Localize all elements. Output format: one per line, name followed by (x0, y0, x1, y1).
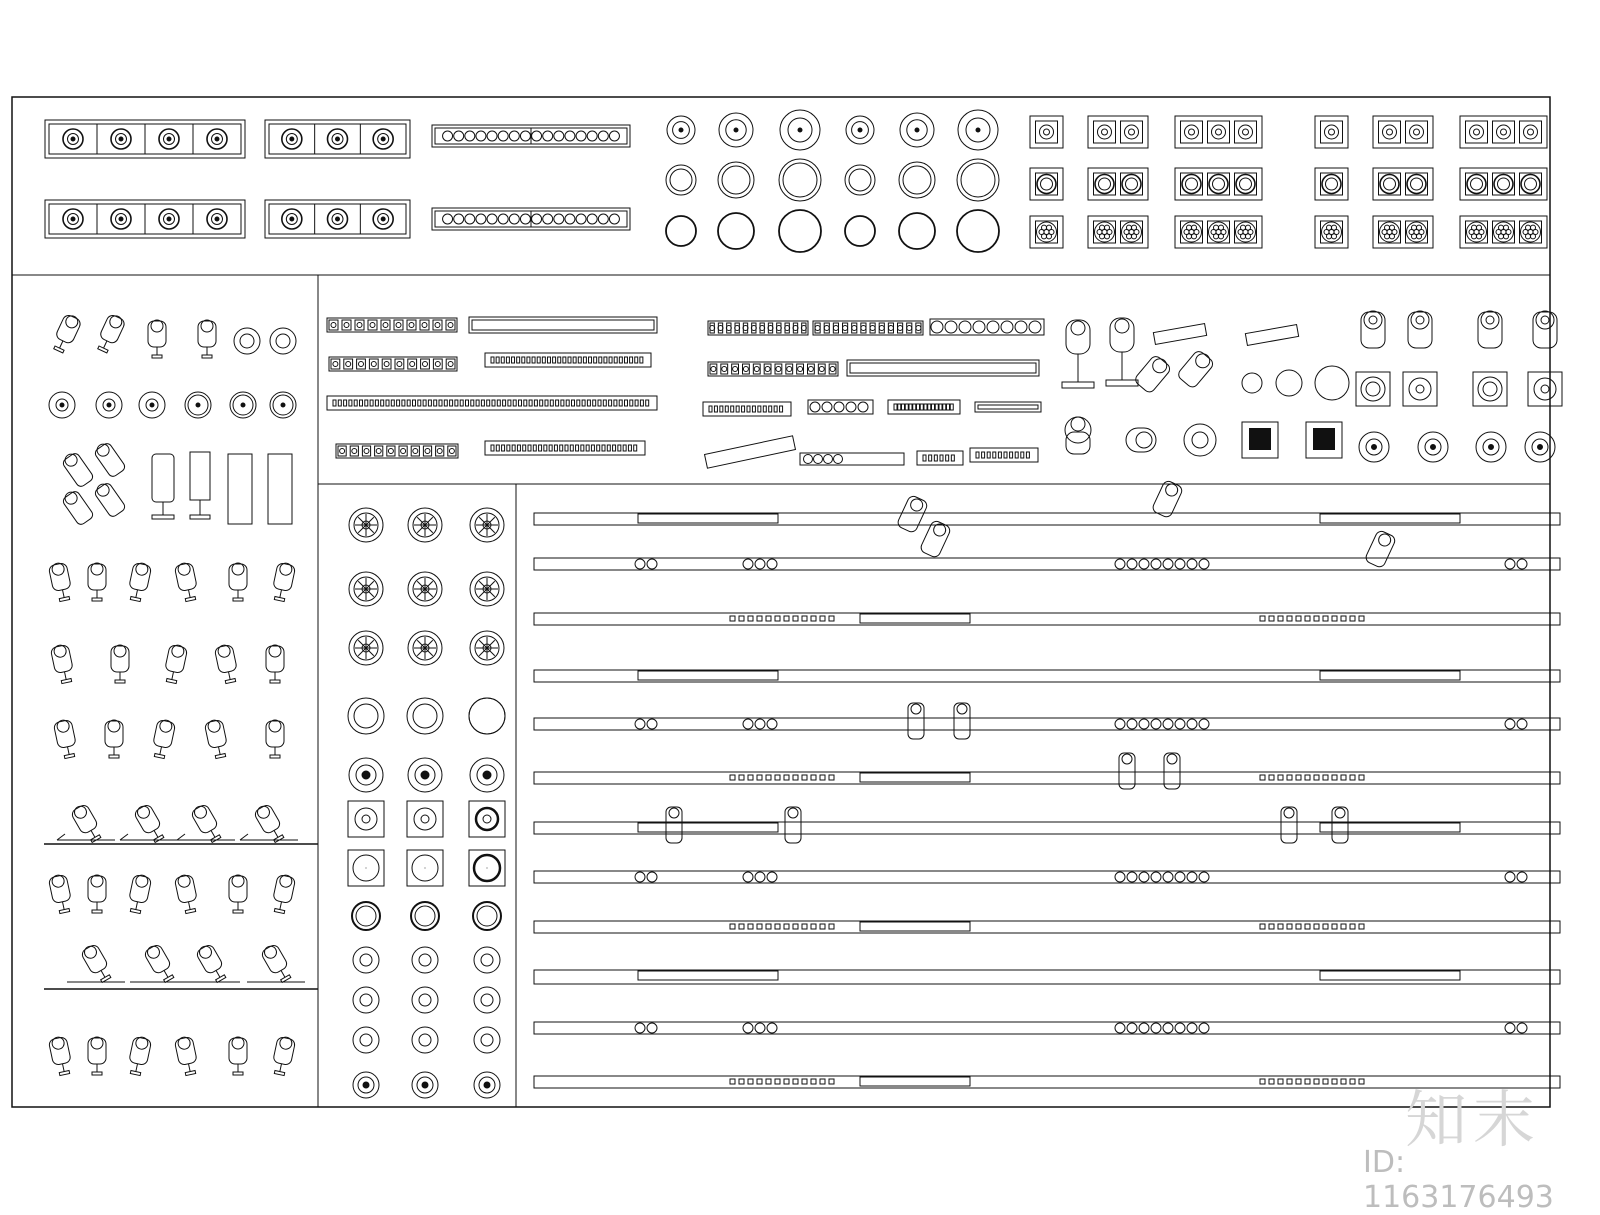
ring-bar-light (808, 400, 873, 414)
spotlight (148, 320, 166, 358)
square-grille-downlight (1030, 216, 1063, 248)
spotlight (105, 720, 123, 758)
round-downlight (718, 213, 754, 249)
linear-magnetic-light (336, 444, 458, 458)
round-downlight (957, 159, 999, 201)
track-cylinder-spotlight (908, 703, 924, 739)
round-downlight (353, 1027, 379, 1053)
grille-light-4 (45, 120, 245, 158)
linear-magnetic-light (708, 321, 808, 335)
spotlight (162, 643, 188, 684)
track-spotlight (1364, 529, 1396, 568)
linear-dot-light (432, 208, 630, 230)
angled-linear-light (705, 436, 796, 468)
square-grille-downlight (1373, 168, 1433, 200)
magnetic-track (534, 970, 1560, 984)
square-grille-downlight (1088, 168, 1148, 200)
square-downlight (469, 850, 505, 886)
grille-downlight (408, 508, 442, 542)
square-surface-light (1403, 372, 1437, 406)
dot-strip-light (888, 400, 960, 414)
cylinder-spotlight (92, 480, 126, 518)
grille-downlight (470, 572, 504, 606)
spotlight (88, 563, 106, 601)
magnetic-track (534, 558, 1560, 570)
magnetic-track (534, 670, 1560, 682)
cylinder-spotlight (60, 488, 94, 526)
grille-downlight (349, 631, 383, 665)
square-grille-downlight (1175, 216, 1262, 248)
spotlight (88, 875, 106, 913)
recessed-spotlight (139, 392, 165, 418)
spotlight (266, 720, 284, 758)
square-downlight (407, 801, 443, 837)
square-downlight (469, 801, 505, 837)
recessed-spotlight (270, 392, 296, 418)
round-downlight (473, 902, 501, 930)
magnetic-track (534, 772, 1560, 784)
round-downlight (469, 698, 505, 734)
grille-downlight (470, 631, 504, 665)
magnetic-track (534, 921, 1560, 933)
round-downlight (666, 216, 696, 246)
spotlight (126, 1035, 152, 1076)
grille-downlight (408, 572, 442, 606)
ring-bar-light (930, 319, 1044, 335)
spotlight (204, 718, 230, 759)
square-downlight (348, 850, 384, 886)
spotlight (270, 561, 296, 602)
surface-cylinder (1361, 311, 1385, 348)
spotlight (48, 561, 74, 602)
square-grille-downlight (1088, 216, 1148, 248)
round-downlight (353, 987, 379, 1013)
round-downlight (899, 162, 935, 198)
square-grille-downlight (1373, 116, 1433, 148)
dot-strip-light (970, 448, 1038, 462)
linear-dot-light (432, 125, 630, 147)
spotlight (80, 943, 115, 985)
round-downlight (899, 213, 935, 249)
round-downlight (412, 1027, 438, 1053)
ring-bar-light (800, 453, 904, 465)
magnetic-track (534, 871, 1560, 883)
linear-magnetic-light (708, 362, 838, 376)
grille-light-3 (265, 200, 410, 238)
round-recessed-light (1359, 432, 1389, 462)
spotlight (253, 803, 288, 845)
cylinder-spotlight (60, 450, 94, 488)
spotlight (111, 645, 129, 683)
spotlight (48, 873, 74, 914)
spotlight (174, 561, 200, 602)
dot-strip-light (327, 396, 657, 410)
grille-downlight (470, 508, 504, 542)
square-grille-downlight (1315, 168, 1348, 200)
square-surface-light (1473, 372, 1507, 406)
angled-linear-light (1153, 324, 1206, 345)
square-surface-light (1356, 372, 1390, 406)
spotlight (266, 645, 284, 683)
square-grille-downlight (1460, 168, 1547, 200)
spotlight (126, 561, 152, 602)
round-downlight (474, 1072, 500, 1098)
track-cylinder-spotlight (785, 807, 801, 843)
round-downlight (845, 216, 875, 246)
spotlight (229, 563, 247, 601)
round-downlight (352, 902, 380, 930)
round-downlight (845, 165, 875, 195)
track-cylinder-spotlight (954, 703, 970, 739)
round-downlight (408, 758, 442, 792)
spotlight-base (177, 834, 235, 840)
round-downlight (474, 1027, 500, 1053)
spotlight-base (57, 834, 115, 840)
recessed-spotlight (230, 392, 256, 418)
recessed-spotlight (49, 392, 75, 418)
round-downlight (779, 210, 821, 252)
square-downlight (407, 850, 443, 886)
spotlight (88, 1037, 106, 1075)
cylinder-spotlight (92, 440, 126, 478)
spotlight (195, 943, 230, 985)
watermark-id: ID: 1163176493 (1363, 1145, 1600, 1215)
spotlight (198, 320, 216, 358)
grille-downlight (408, 631, 442, 665)
spotlight (174, 1035, 200, 1076)
linear-strip-light (847, 360, 1039, 376)
round-downlight (407, 698, 443, 734)
recessed-spotlight (185, 392, 211, 418)
spotlight (126, 873, 152, 914)
spotlight (214, 643, 240, 684)
round-downlight (718, 162, 754, 198)
spotlight (50, 643, 76, 684)
round-downlight (412, 1072, 438, 1098)
grille-light-3 (265, 120, 410, 158)
spotlight (174, 873, 200, 914)
track-cylinder-spotlight (1332, 807, 1348, 843)
cylinder-spotlight (1176, 348, 1215, 389)
round-downlight (348, 698, 384, 734)
spotlight (53, 718, 79, 759)
angled-linear-light (1245, 325, 1298, 346)
round-downlight (353, 947, 379, 973)
square-grille-downlight (1030, 168, 1063, 200)
round-downlight (474, 947, 500, 973)
square-downlight (348, 801, 384, 837)
dot-strip-light (485, 441, 645, 455)
magnetic-track (534, 513, 1560, 525)
spotlight (143, 943, 178, 985)
dot-strip-light (917, 451, 963, 465)
round-downlight (470, 758, 504, 792)
spotlight (270, 1035, 296, 1076)
spotlight (260, 943, 295, 985)
magnetic-track (534, 1022, 1560, 1034)
round-downlight (474, 987, 500, 1013)
round-downlight (780, 110, 820, 150)
track-cylinder-spotlight (666, 807, 682, 843)
square-grille-downlight (1373, 216, 1433, 248)
spotlight (48, 1035, 74, 1076)
square-grille-downlight (1315, 116, 1348, 148)
round-spotlight (234, 328, 296, 354)
magnetic-track (534, 822, 1560, 834)
linear-magnetic-light (813, 321, 923, 335)
square-grille-downlight (1460, 216, 1547, 248)
spotlight-base (240, 834, 298, 840)
round-downlight (846, 116, 874, 144)
round-downlight (900, 113, 934, 147)
surface-cylinder (1533, 311, 1557, 348)
spotlight (150, 718, 176, 759)
dot-strip-light (703, 402, 791, 416)
recessed-spotlight (96, 392, 122, 418)
round-downlight (353, 1072, 379, 1098)
spotlight-base (120, 834, 178, 840)
dot-strip-light (485, 353, 651, 367)
linear-magnetic-light (327, 318, 457, 332)
round-downlight (411, 902, 439, 930)
spotlight (133, 803, 168, 845)
watermark-logo: 知末 (1405, 1070, 1541, 1159)
linear-strip-light (975, 402, 1041, 412)
square-grille-downlight (1315, 216, 1348, 248)
spotlight-base-row (44, 844, 318, 989)
track-spotlight (896, 494, 928, 533)
grille-downlight (349, 572, 383, 606)
square-grille-downlight (1175, 116, 1262, 148)
round-downlight (349, 758, 383, 792)
square-surface-light (1528, 372, 1562, 406)
square-grille-downlight (1088, 116, 1148, 148)
round-recessed-light (1476, 432, 1506, 462)
spotlight (190, 803, 225, 845)
spotlight (229, 1037, 247, 1075)
spotlight (50, 313, 82, 355)
spotlight (70, 803, 105, 845)
spotlight (229, 875, 247, 913)
round-downlight (412, 947, 438, 973)
spotlight (94, 313, 126, 355)
round-downlight (666, 165, 696, 195)
magnetic-track (534, 613, 1560, 625)
surface-cylinder (1408, 311, 1432, 348)
track-head-spotlight (1062, 318, 1342, 458)
round-downlight (958, 110, 998, 150)
round-downlight (412, 987, 438, 1013)
magnetic-track (534, 718, 1560, 730)
grille-light-4 (45, 200, 245, 238)
round-recessed-light (1418, 432, 1448, 462)
round-downlight (779, 159, 821, 201)
cylinder-spotlight (1133, 353, 1172, 394)
round-downlight (957, 210, 999, 252)
spotlight (270, 873, 296, 914)
track-cylinder-spotlight (1281, 807, 1297, 843)
linear-strip-light (469, 317, 657, 333)
linear-magnetic-light (329, 357, 457, 371)
pendant-cylinder (152, 452, 292, 524)
round-downlight (719, 113, 753, 147)
square-grille-downlight (1175, 168, 1262, 200)
square-grille-downlight (1460, 116, 1547, 148)
square-grille-downlight (1030, 116, 1063, 148)
surface-cylinder (1478, 311, 1502, 348)
round-downlight (1242, 366, 1349, 400)
grille-downlight (349, 508, 383, 542)
round-downlight (667, 116, 695, 144)
